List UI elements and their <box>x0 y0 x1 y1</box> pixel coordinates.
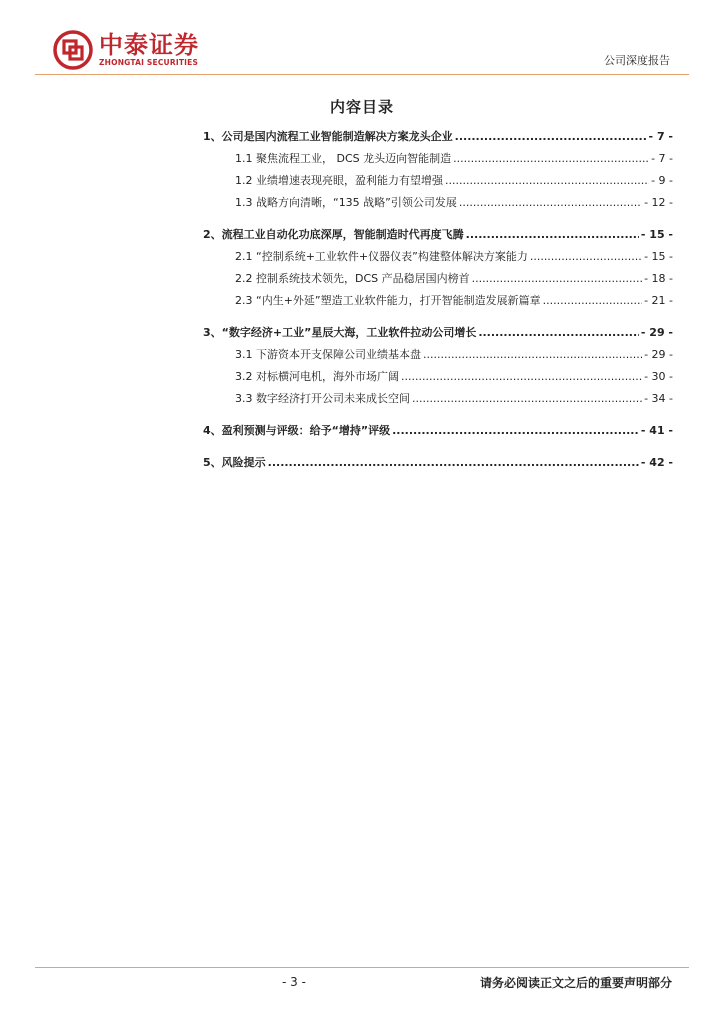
toc-entry-1-3[interactable] <box>203 194 673 216</box>
toc-page-number: - 34 - <box>644 392 673 405</box>
toc-page-number: - 29 - <box>644 348 673 361</box>
toc-entry-text: 3.2 对标横河电机，海外市场广阔 <box>235 370 399 383</box>
toc-page-number: - 21 - <box>644 294 673 307</box>
toc-entry-text: 2.3 “内生+外延”塑造工业软件能力，打开智能制造发展新篇章 <box>235 294 541 307</box>
toc-leader-dots <box>472 272 642 285</box>
toc-entry-text: 3、“数字经济+工业”星辰大海，工业软件拉动公司增长 <box>203 326 477 339</box>
toc-page-number: - 29 - <box>640 326 673 339</box>
toc-page-number: - 7 - <box>648 130 673 143</box>
table-of-contents <box>203 128 673 476</box>
toc-title: 内容目录 <box>329 98 394 116</box>
toc-entry-5[interactable] <box>203 454 673 476</box>
toc-leader-dots <box>445 174 649 187</box>
toc-entry-1[interactable] <box>203 128 673 150</box>
toc-entry-text: 2.1 “控制系统+工业软件+仪器仪表”构建整体解决方案能力 <box>235 250 528 263</box>
toc-entry-3-3[interactable] <box>203 390 673 412</box>
toc-page-number: - 15 - <box>640 228 673 241</box>
toc-page-number: - 15 - <box>644 250 673 263</box>
toc-page-number: - 12 - <box>644 196 673 209</box>
toc-leader-dots <box>478 326 639 339</box>
toc-leader-dots <box>401 370 642 383</box>
page-number: - 3 - <box>282 975 306 989</box>
toc-entry-text: 1.2 业绩增速表现亮眼，盈利能力有望增强 <box>235 174 443 187</box>
toc-entry-3[interactable] <box>203 324 673 346</box>
toc-entry-text: 1、公司是国内流程工业智能制造解决方案龙头企业 <box>203 130 453 143</box>
toc-page-number: - 30 - <box>644 370 673 383</box>
report-type-label: 公司深度报告 <box>604 54 670 67</box>
toc-leader-dots <box>466 228 639 241</box>
toc-page-number: - 7 - <box>651 152 673 165</box>
toc-page-number: - 9 - <box>651 174 673 187</box>
company-logo <box>53 30 199 70</box>
toc-entry-text: 4、盈利预测与评级：给予“增持”评级 <box>203 424 391 437</box>
toc-entry-3-1[interactable] <box>203 346 673 368</box>
toc-entry-4[interactable] <box>203 422 673 444</box>
toc-leader-dots <box>530 250 642 263</box>
toc-leader-dots <box>459 196 642 209</box>
header-divider <box>35 74 689 75</box>
logo-mark-icon <box>53 30 93 70</box>
toc-leader-dots <box>423 348 642 361</box>
logo-english-name: ZHONGTAI SECURITIES <box>99 58 199 67</box>
toc-entry-1-1[interactable] <box>203 150 673 172</box>
toc-entry-text: 5、风险提示 <box>203 456 266 469</box>
toc-page-number: - 42 - <box>640 456 673 469</box>
toc-leader-dots <box>392 424 639 437</box>
toc-page-number: - 18 - <box>644 272 673 285</box>
toc-leader-dots <box>455 130 647 143</box>
footer-disclaimer: 请务必阅读正文之后的重要声明部分 <box>479 976 672 990</box>
toc-entry-2-2[interactable] <box>203 270 673 292</box>
toc-entry-text: 3.3 数字经济打开公司未来成长空间 <box>235 392 410 405</box>
toc-leader-dots <box>543 294 642 307</box>
page-header <box>0 0 724 80</box>
toc-entry-3-2[interactable] <box>203 368 673 390</box>
toc-entry-2-3[interactable] <box>203 292 673 314</box>
toc-entry-2[interactable] <box>203 226 673 248</box>
logo-chinese-name: 中泰证券 <box>99 31 199 59</box>
toc-entry-text: 2、流程工业自动化功底深厚，智能制造时代再度飞腾 <box>203 228 464 241</box>
toc-entry-text: 2.2 控制系统技术领先，DCS 产品稳居国内榜首 <box>235 272 470 285</box>
toc-entry-text: 1.3 战略方向清晰，“135 战略”引领公司发展 <box>235 196 457 209</box>
toc-leader-dots <box>268 456 639 469</box>
toc-entry-text: 1.1 聚焦流程工业， DCS 龙头迈向智能制造 <box>235 152 452 165</box>
toc-leader-dots <box>412 392 642 405</box>
toc-page-number: - 41 - <box>640 424 673 437</box>
toc-entry-text: 3.1 下游资本开支保障公司业绩基本盘 <box>235 348 421 361</box>
toc-leader-dots <box>453 152 649 165</box>
footer-divider <box>35 967 689 968</box>
toc-entry-2-1[interactable] <box>203 248 673 270</box>
toc-entry-1-2[interactable] <box>203 172 673 194</box>
